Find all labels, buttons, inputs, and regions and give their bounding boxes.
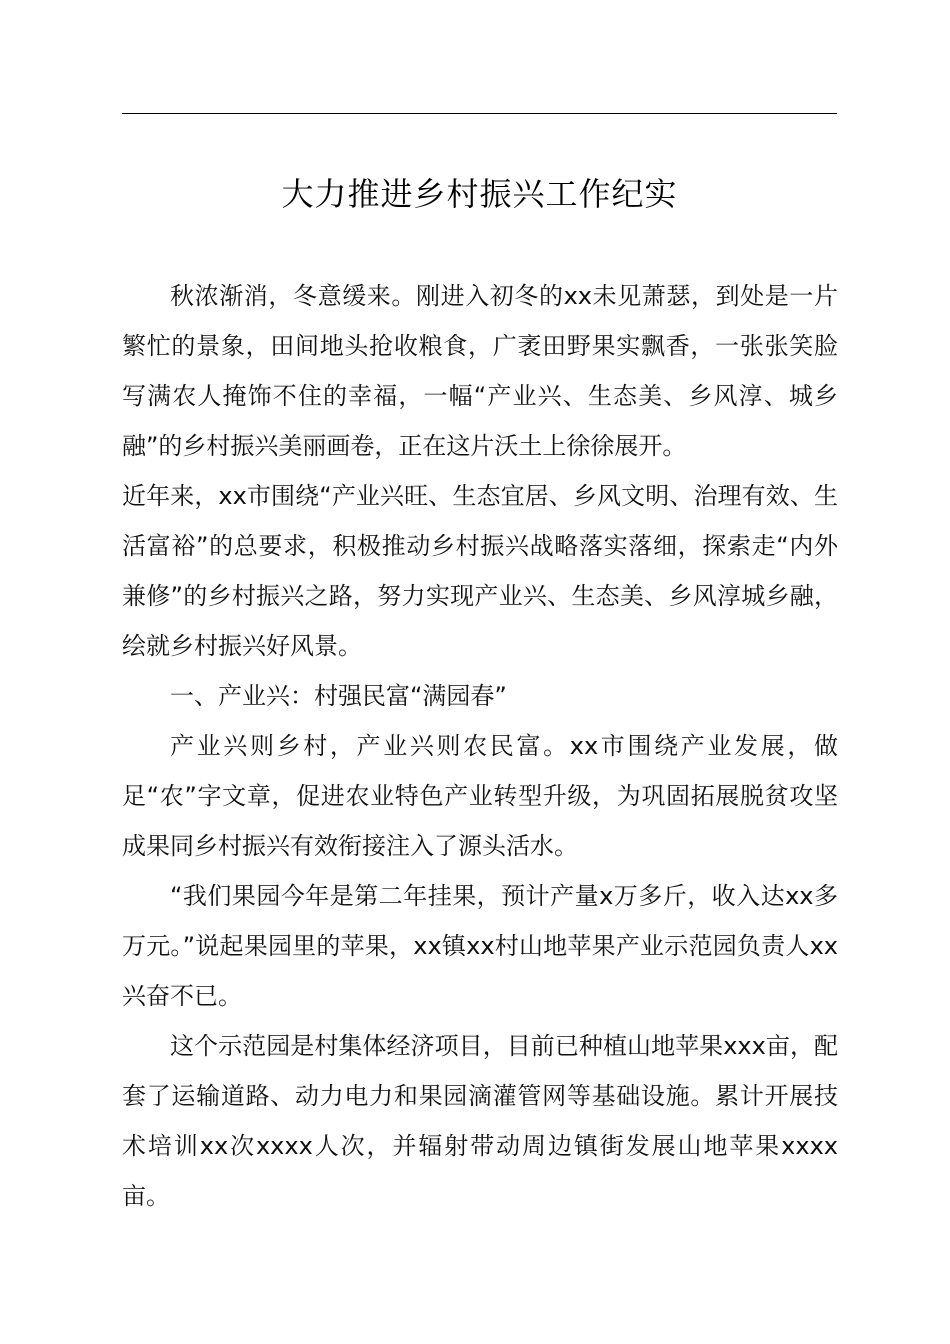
paragraph-industry: 产业兴则乡村，产业兴则农民富。xx市围绕产业发展，做足“农”字文章，促进农业特色产业转型升级，为巩固拓展脱贫攻坚成果同乡村振兴有效衔接注入了源头活水。 xyxy=(122,732,838,860)
paragraph-overview: 近年来，xx市围绕“产业兴旺、生态宜居、乡风文明、治理有效、生活富裕”的总要求，积极推动乡村振兴战略落实落细，探索走“内外兼修”的乡村振兴之路，努力实现产业兴、生态美、乡风淳城乡融，绘就乡村振兴好风景。 xyxy=(122,482,838,660)
paragraph-quote: “我们果园今年是第二年挂果，预计产量x万多斤，收入达xx多万元。”说起果园里的苹果，xx镇xx村山地苹果产业示范园负责人xx兴奋不已。 xyxy=(122,882,838,1010)
header-rule xyxy=(122,113,837,114)
section-heading-1: 一、产业兴：村强民富“满园春” xyxy=(170,682,507,710)
document-body xyxy=(122,271,838,1221)
paragraph-intro: 秋浓渐消，冬意缓来。刚进入初冬的xx未见萧瑟，到处是一片繁忙的景象，田间地头抢收粮食，广袤田野果实飘香，一张张笑脸写满农人掩饰不住的幸福，一幅“产业兴、生态美、乡风淳、城乡融”的乡村振兴美丽画卷，正在这片沃土上徐徐展开。 xyxy=(122,282,838,460)
paragraph-demo-orchard: 这个示范园是村集体经济项目，目前已种植山地苹果xxx亩，配套了运输道路、动力电力和果园滴灌管网等基础设施。累计开展技术培训xx次xxxx人次，并辐射带动周边镇街发展山地苹果xxxx亩。 xyxy=(122,1032,838,1210)
document-title: 大力推进乡村振兴工作纪实 xyxy=(281,175,678,213)
